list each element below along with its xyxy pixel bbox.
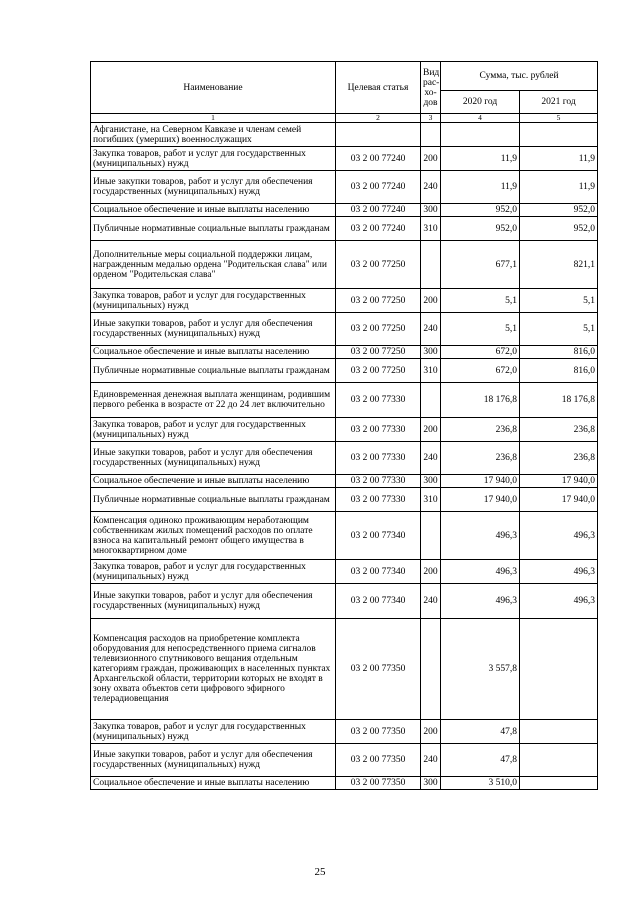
row-value-2021 [520,744,598,777]
row-value-2020: 47,8 [441,720,520,744]
row-code: 03 2 00 77240 [336,171,421,204]
row-name: Иные закупки товаров, работ и услуг для обеспечения государственных (муниципальных) нужд [91,171,336,204]
row-vid: 200 [421,720,441,744]
row-name: Иные закупки товаров, работ и услуг для обеспечения государственных (муниципальных) нужд [91,584,336,619]
row-value-2020: 236,8 [441,418,520,442]
row-value-2020: 17 940,0 [441,488,520,512]
header-2021: 2021 год [520,91,598,114]
header-2020: 2020 год [441,91,520,114]
row-name: Публичные нормативные социальные выплаты гражданам [91,217,336,241]
row-value-2021: 17 940,0 [520,475,598,488]
row-code: 03 2 00 77350 [336,720,421,744]
row-code: 03 2 00 77330 [336,383,421,418]
row-value-2021: 5,1 [520,289,598,313]
column-number: 5 [520,114,598,123]
table-row [91,560,598,584]
header-sum: Сумма, тыс. рублей [441,62,598,91]
row-value-2021: 11,9 [520,171,598,204]
row-value-2021 [520,619,598,720]
row-name: Закупка товаров, работ и услуг для государственных (муниципальных) нужд [91,289,336,313]
column-number: 1 [91,114,336,123]
table-row [91,147,598,171]
row-value-2020: 11,9 [441,171,520,204]
row-value-2021: 496,3 [520,560,598,584]
row-value-2020: 5,1 [441,289,520,313]
row-value-2020: 672,0 [441,346,520,359]
row-code: 03 2 00 77250 [336,241,421,289]
row-value-2021: 496,3 [520,512,598,560]
row-name: Дополнительные меры социальной поддержки лицам, награжденным медалью ордена "Родительская слава" или орденом "Родительская слава" [91,241,336,289]
row-name: Закупка товаров, работ и услуг для государственных (муниципальных) нужд [91,560,336,584]
row-name: Афганистане, на Северном Кавказе и членам семей погибших (умерших) военнослужащих [91,123,336,147]
row-vid [421,619,441,720]
column-number: 4 [441,114,520,123]
row-vid [421,383,441,418]
table-row [91,313,598,346]
row-value-2020: 18 176,8 [441,383,520,418]
table-row [91,123,598,147]
row-value-2020: 496,3 [441,560,520,584]
row-value-2021 [520,777,598,790]
row-code: 03 2 00 77340 [336,512,421,560]
row-code: 03 2 00 77340 [336,560,421,584]
row-name: Иные закупки товаров, работ и услуг для обеспечения государственных (муниципальных) нужд [91,313,336,346]
table-row [91,383,598,418]
header-name: Наименование [91,62,336,114]
page-number: 25 [314,866,326,878]
table-row [91,619,598,720]
row-value-2020: 47,8 [441,744,520,777]
row-code: 03 2 00 77240 [336,204,421,217]
row-code: 03 2 00 77250 [336,313,421,346]
row-vid: 200 [421,560,441,584]
row-code: 03 2 00 77350 [336,619,421,720]
row-value-2021 [520,123,598,147]
row-vid: 300 [421,475,441,488]
table-row [91,512,598,560]
row-vid: 300 [421,204,441,217]
row-value-2020: 5,1 [441,313,520,346]
header-vid: Вид рас-хо-дов [421,62,441,114]
row-vid: 300 [421,346,441,359]
row-vid: 310 [421,217,441,241]
row-value-2020: 672,0 [441,359,520,383]
row-vid [421,512,441,560]
table-row [91,488,598,512]
table-row [91,171,598,204]
row-code: 03 2 00 77330 [336,475,421,488]
row-name: Социальное обеспечение и иные выплаты населению [91,475,336,488]
row-code: 03 2 00 77330 [336,418,421,442]
table-row [91,418,598,442]
row-code: 03 2 00 77330 [336,442,421,475]
row-name: Компенсация одиноко проживающим неработающим собственникам жилых помещений расходов по оплате взноса на капитальный ремонт общего имущества в многоквартирном доме [91,512,336,560]
row-vid: 240 [421,442,441,475]
column-number-row [91,114,598,123]
row-name: Социальное обеспечение и иные выплаты населению [91,346,336,359]
row-value-2020: 11,9 [441,147,520,171]
row-value-2021: 236,8 [520,418,598,442]
row-value-2020: 952,0 [441,217,520,241]
row-value-2020: 496,3 [441,584,520,619]
row-code [336,123,421,147]
row-vid [421,123,441,147]
row-value-2021: 18 176,8 [520,383,598,418]
header-code: Целевая статья [336,62,421,114]
row-value-2020: 3 557,8 [441,619,520,720]
table-row [91,442,598,475]
row-value-2021: 236,8 [520,442,598,475]
row-name: Закупка товаров, работ и услуг для государственных (муниципальных) нужд [91,147,336,171]
row-name: Единовременная денежная выплата женщинам, родившим первого ребенка в возрасте от 22 до 24 лет включительно [91,383,336,418]
row-vid: 310 [421,488,441,512]
row-code: 03 2 00 77340 [336,584,421,619]
table-row [91,346,598,359]
row-value-2021: 496,3 [520,584,598,619]
row-vid: 240 [421,584,441,619]
row-code: 03 2 00 77350 [336,777,421,790]
row-code: 03 2 00 77250 [336,289,421,313]
row-vid: 300 [421,777,441,790]
budget-table [90,61,598,790]
row-vid: 200 [421,418,441,442]
row-value-2020: 236,8 [441,442,520,475]
row-value-2021: 952,0 [520,204,598,217]
row-name: Иные закупки товаров, работ и услуг для обеспечения государственных (муниципальных) нужд [91,442,336,475]
row-code: 03 2 00 77250 [336,346,421,359]
row-value-2021: 5,1 [520,313,598,346]
row-value-2021 [520,720,598,744]
row-value-2021: 11,9 [520,147,598,171]
row-vid: 240 [421,313,441,346]
row-vid: 200 [421,147,441,171]
row-value-2021: 816,0 [520,359,598,383]
row-code: 03 2 00 77240 [336,217,421,241]
table-row [91,241,598,289]
column-number: 2 [336,114,421,123]
row-value-2021: 17 940,0 [520,488,598,512]
row-value-2020: 677,1 [441,241,520,289]
row-name: Закупка товаров, работ и услуг для государственных (муниципальных) нужд [91,720,336,744]
row-name: Социальное обеспечение и иные выплаты населению [91,204,336,217]
row-value-2020: 952,0 [441,204,520,217]
table-row [91,720,598,744]
table-row [91,744,598,777]
row-name: Иные закупки товаров, работ и услуг для обеспечения государственных (муниципальных) нужд [91,744,336,777]
row-value-2020: 17 940,0 [441,475,520,488]
row-name: Публичные нормативные социальные выплаты гражданам [91,359,336,383]
table-row [91,217,598,241]
table-row [91,584,598,619]
row-name: Публичные нормативные социальные выплаты гражданам [91,488,336,512]
row-code: 03 2 00 77250 [336,359,421,383]
table-row [91,475,598,488]
row-vid [421,241,441,289]
table-row [91,777,598,790]
row-vid: 200 [421,289,441,313]
row-vid: 240 [421,744,441,777]
row-name: Социальное обеспечение и иные выплаты населению [91,777,336,790]
row-name: Компенсация расходов на приобретение комплекта оборудования для непосредственного приема сигналов телевизионного спутникового вещания отдельным категориям граждан, проживающих в населенных пунктах Архангельской области, территории которых не входят в зону охвата объектов сети цифрового эфирного телерадиовещания [91,619,336,720]
row-value-2020: 496,3 [441,512,520,560]
column-number: 3 [421,114,441,123]
table-row [91,359,598,383]
row-code: 03 2 00 77330 [336,488,421,512]
row-value-2021: 952,0 [520,217,598,241]
row-code: 03 2 00 77350 [336,744,421,777]
row-code: 03 2 00 77240 [336,147,421,171]
row-value-2020: 3 510,0 [441,777,520,790]
row-vid: 310 [421,359,441,383]
row-value-2021: 821,1 [520,241,598,289]
row-vid: 240 [421,171,441,204]
row-value-2021: 816,0 [520,346,598,359]
table-row [91,289,598,313]
table-row [91,204,598,217]
row-name: Закупка товаров, работ и услуг для государственных (муниципальных) нужд [91,418,336,442]
row-value-2020 [441,123,520,147]
